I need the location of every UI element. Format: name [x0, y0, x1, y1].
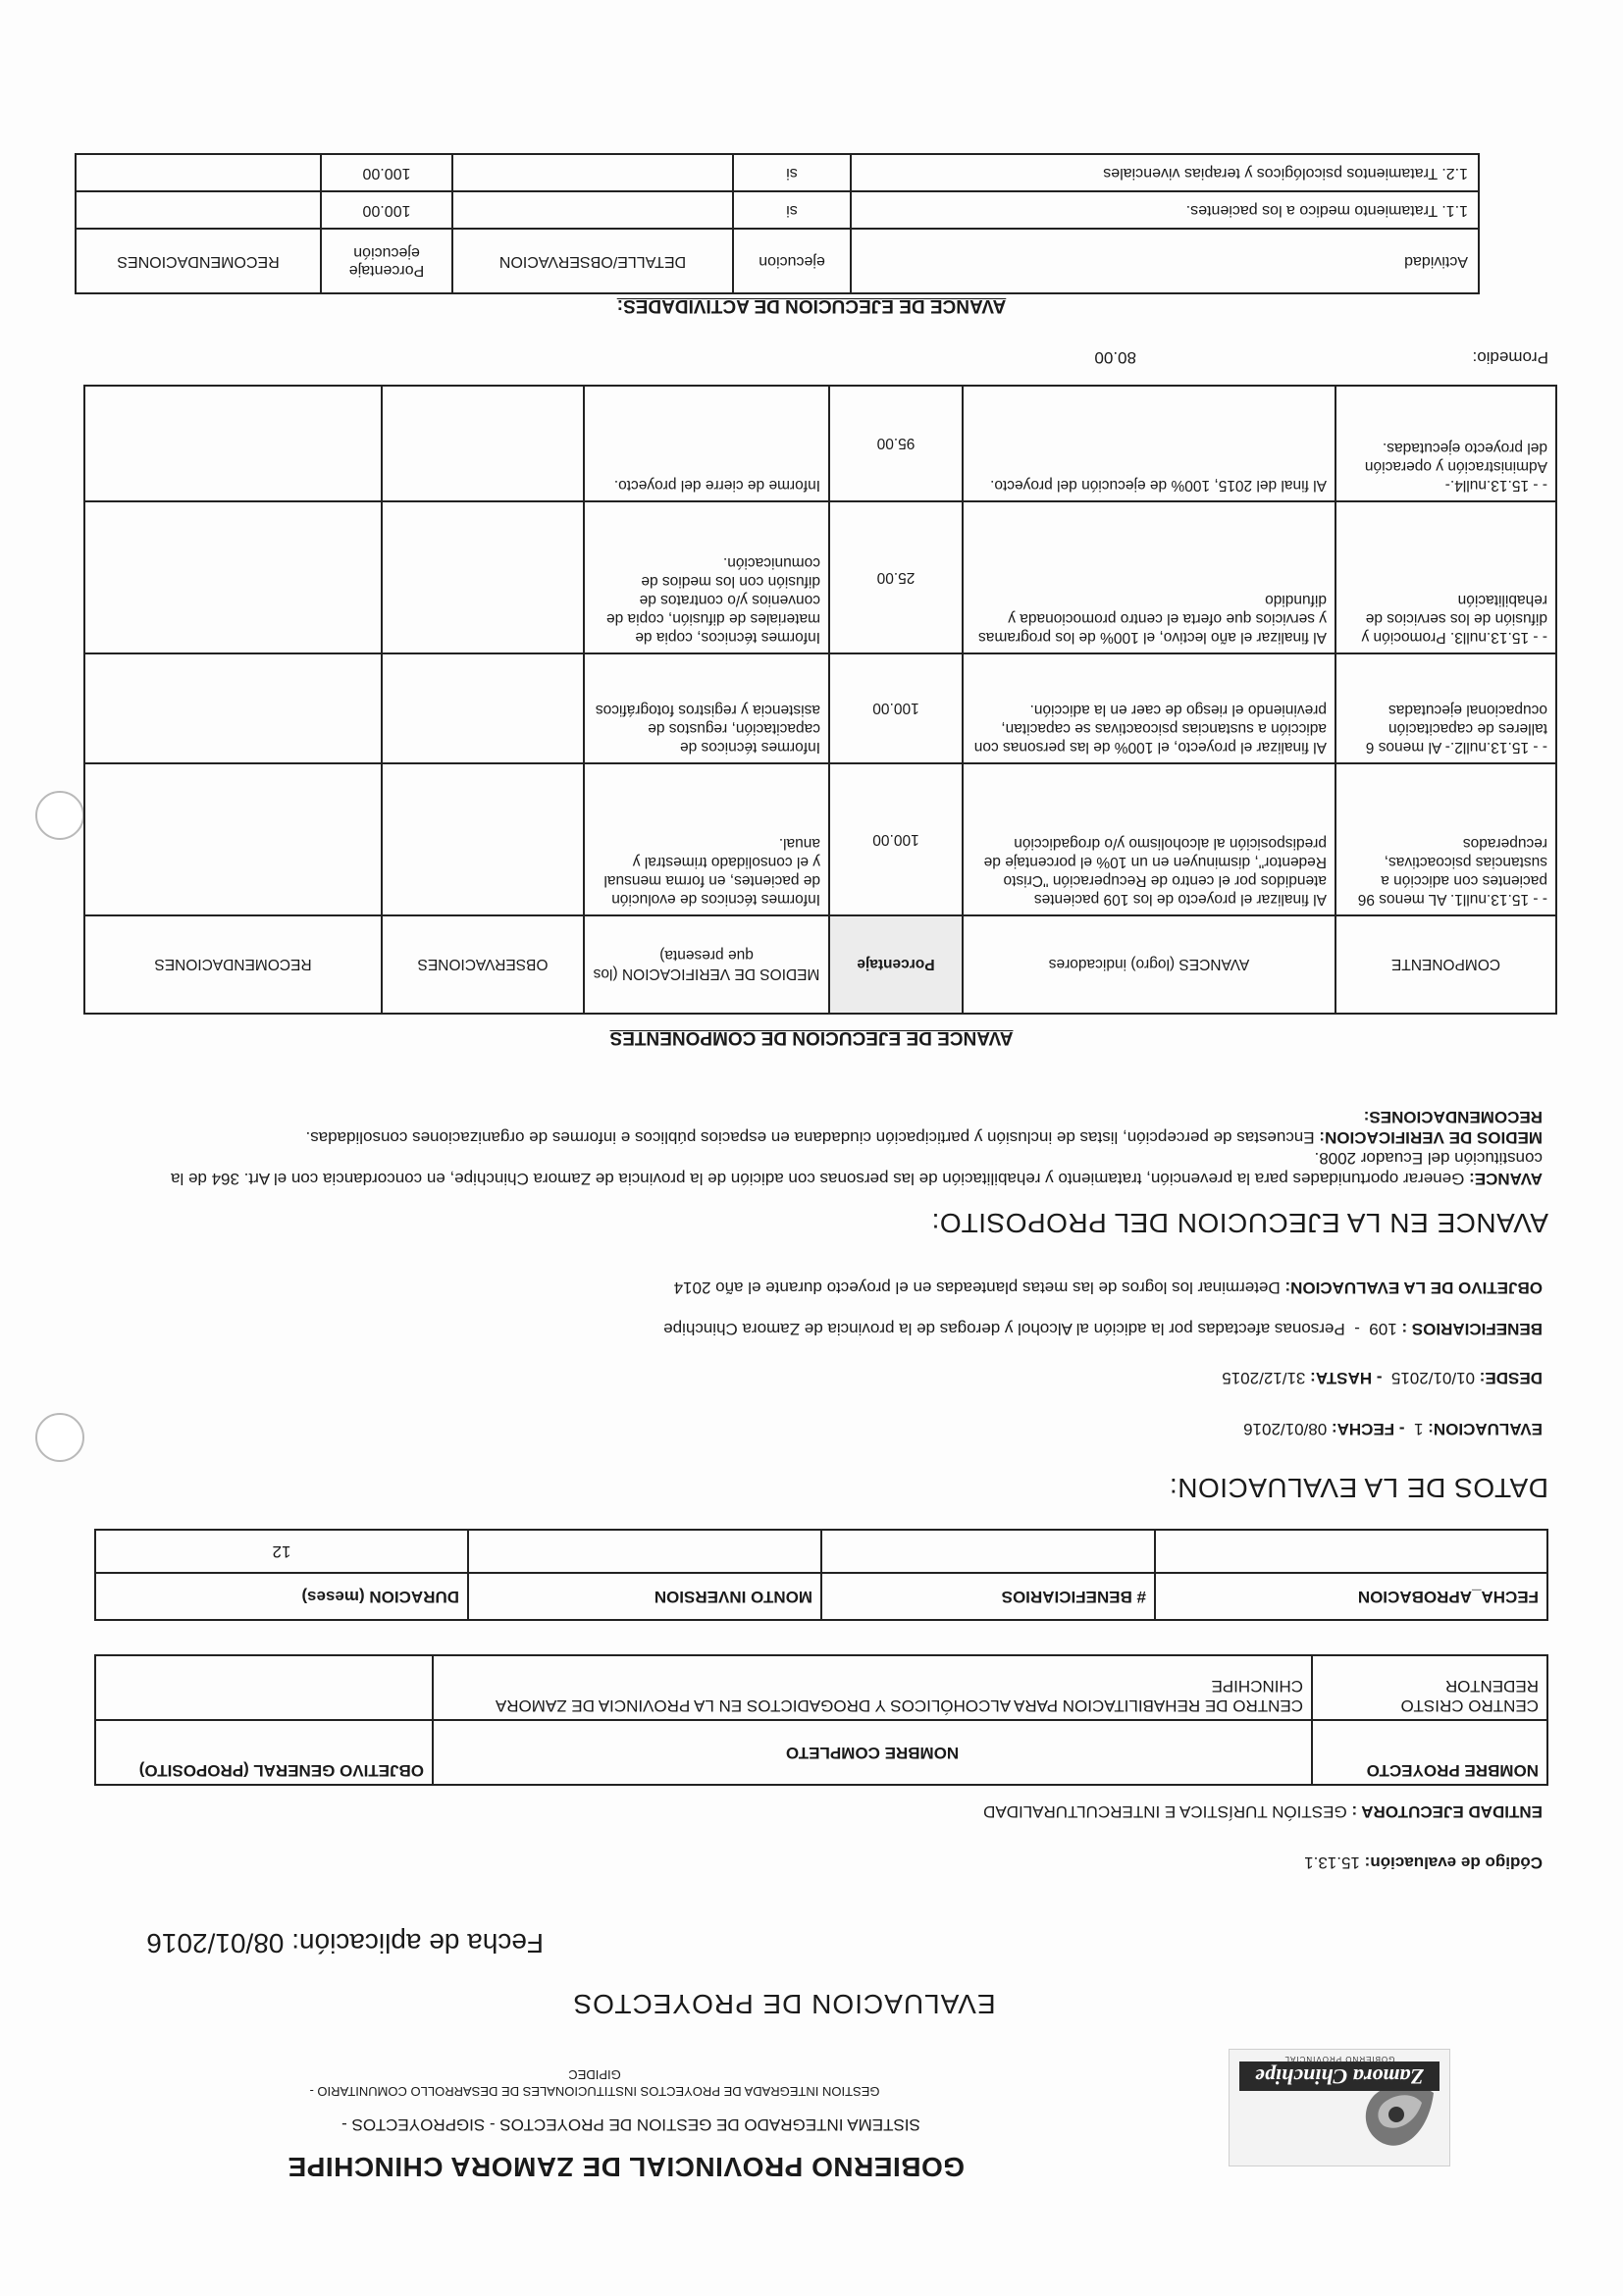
objetivo-evaluacion-label: OBJETIVO DE LA EVALUACION: — [1284, 1278, 1543, 1297]
fecha-aplicacion — [82, 1927, 544, 1958]
datos-title: DATOS DE LA EVALUACION: — [1169, 1473, 1548, 1503]
row2-avance: Al finalizar el proyecto, el 100% de las personas con adicción a sustancias psicoactivas se capacitan, previniendo el riesgo de caer en la adicción. — [963, 653, 1335, 763]
gestion-line-1: GESTION INTEGRADA DE PROYECTOS INSTITUCIONALES DE DESARROLLO COMUNITARIO - — [309, 2084, 880, 2099]
actividades-table — [75, 153, 1480, 294]
col-actividad: Actividad — [851, 229, 1479, 293]
row1-avance: Al finalizar el proyecto de los 109 pacientes atendidos por el centro de Recuperación "Cristo Redentor", disminuyen en un 10% el porcentaje de predisposición al alcoholismo y/o drogadicción — [963, 763, 1335, 915]
promedio-label: Promedio: — [1472, 348, 1548, 367]
act2-ejecucion: si — [733, 154, 851, 191]
row4-observaciones — [382, 386, 584, 501]
avance-text: Generar oportunidades para la prevención, tratamiento y rehabilitación de las personas con adición de la provincia de Zamora Chinchipe, en concordancia con el Art. 364 de la constitución del Ecuador 2008. — [171, 1149, 1543, 1188]
col-recomendaciones: RECOMENDACIONES — [84, 915, 382, 1014]
row3-porcentaje: 25.00 — [829, 501, 963, 653]
row1-observaciones — [382, 763, 584, 915]
proposito-body — [90, 1107, 1543, 1189]
objetivo-evaluacion-text: Determinar los logros de las metas planteadas en el proyecto durante el año 2014 — [673, 1278, 1281, 1297]
row3-componente: - - 15.13.null3. Promoción y difusión de los servicios de rehabilitación — [1335, 501, 1556, 653]
act2-porcentaje: 100.00 — [321, 154, 452, 191]
promedio — [371, 347, 1548, 367]
table-row — [84, 386, 1556, 501]
desde-label: DESDE: — [1479, 1369, 1543, 1387]
summary-fecha — [1155, 1530, 1547, 1573]
componentes-header-row — [84, 915, 1556, 1014]
periodo-line: DESDE: 01/01/2015 - HASTA: 31/12/2015 — [1222, 1369, 1543, 1387]
project-table — [94, 1654, 1548, 1786]
entidad-label: ENTIDAD EJECUTORA : — [1351, 1802, 1543, 1821]
avance-paragraph — [90, 1148, 1543, 1189]
act1-detalle — [452, 191, 733, 229]
row4-recomendaciones — [84, 386, 382, 501]
row4-porcentaje: 95.00 — [829, 386, 963, 501]
codigo-value: 15.13.1 — [1304, 1853, 1360, 1872]
medios-paragraph — [90, 1127, 1543, 1148]
table-row — [76, 191, 1479, 229]
proposito-title: AVANCE EN LA EJECUCION DEL PROPOSITO: — [931, 1208, 1548, 1238]
hasta-value: 31/12/2015 — [1222, 1369, 1306, 1387]
summary-beneficiarios — [821, 1530, 1155, 1573]
summary-duracion: 12 — [95, 1530, 468, 1573]
act1-ejecucion: si — [733, 191, 851, 229]
evaluacion-label: EVALUACION: — [1428, 1420, 1543, 1438]
col-componente: COMPONENTE — [1335, 915, 1556, 1014]
col-fecha-aprobacion: FECHA_APROBACION — [1155, 1573, 1547, 1620]
col-ejecucion: ejecucion — [733, 229, 851, 293]
actividades-title: AVANCE DE EJECUCION DE ACTIVIDADES: — [616, 295, 1007, 316]
fecha-aplicacion-label: Fecha de aplicación: — [291, 1928, 544, 1958]
row2-componente: - - 15.13.null2.- Al menos 6 talleres de capacitación ocupacional ejecutadas — [1335, 653, 1556, 763]
col-nombre-proyecto: NOMBRE PROYECTO — [1312, 1720, 1547, 1785]
col-porcentaje-ejecucion: Porcentaje ejecución — [321, 229, 452, 293]
beneficiarios-label: BENEFICIARIOS : — [1401, 1320, 1543, 1338]
punch-hole-top — [35, 1413, 84, 1462]
entidad-value: GESTIÓN TURÍSTICA E INTERCULTURALIDAD — [983, 1802, 1347, 1821]
col-porcentaje: Porcentaje — [829, 915, 963, 1014]
logo-banner: Zamora Chinchipe — [1239, 2061, 1440, 2091]
project-header-row — [95, 1720, 1547, 1785]
row1-medios: Informes técnicos de evolución de pacientes, en forma mensual y el consolidado trimestral y anual. — [584, 763, 829, 915]
medios-label: MEDIOS DE VERIFICACION: — [1319, 1128, 1543, 1147]
col-medios: MEDIOS DE VERIFICACION (los que presenta) — [584, 915, 829, 1014]
desde-value: 01/01/2015 — [1390, 1369, 1476, 1387]
row1-componente: - - 15.13.null1. AL menos 96 pacientes con adicción a sustancias psicoactivas, recuperados — [1335, 763, 1556, 915]
row2-observaciones — [382, 653, 584, 763]
beneficiarios-text: Personas afectadas por la adición al Alcohol y derogas de la provincia de Zamora Chinchipe — [663, 1320, 1345, 1338]
summary-header-row — [95, 1573, 1547, 1620]
punch-hole-bottom — [35, 791, 84, 840]
act2-detalle — [452, 154, 733, 191]
page-title: EVALUACION DE PROYECTOS — [572, 1989, 996, 2019]
col-duracion: DURACION (meses) — [95, 1573, 468, 1620]
row4-avance: Al final del 2015, 100% de ejecución del proyecto. — [963, 386, 1335, 501]
row2-porcentaje: 100.00 — [829, 653, 963, 763]
project-data-row — [95, 1655, 1547, 1720]
act1-actividad: 1.1. Tratamiento medico a los pacientes. — [851, 191, 1479, 229]
col-observaciones: OBSERVACIONES — [382, 915, 584, 1014]
act1-porcentaje: 100.00 — [321, 191, 452, 229]
evaluacion-fecha: 08/01/2016 — [1243, 1420, 1328, 1438]
codigo-evaluacion — [1304, 1852, 1543, 1872]
logo-subtext: GOBIERNO PROVINCIAL — [1283, 2055, 1395, 2063]
componentes-title: AVANCE DE EJECUCION DE COMPONENTES — [609, 1027, 1014, 1048]
act2-recomendaciones — [76, 154, 321, 191]
hasta-label: HASTA: — [1310, 1369, 1373, 1387]
promedio-value: 80.00 — [1094, 348, 1136, 367]
row4-componente: - - 15.13.null4.- Administración y operación del proyecto ejecutadas. — [1335, 386, 1556, 501]
gestion-subtitle — [96, 2066, 1093, 2100]
col-monto-inversion: MONTO INVERSION — [468, 1573, 821, 1620]
summary-data-row — [95, 1530, 1547, 1573]
row2-medios: Informes técnicos de capacitación, regustos de asistencia y registros fotográficos — [584, 653, 829, 763]
project-objetivo — [95, 1655, 433, 1720]
row3-medios: Informes técnicos, copia de materiales de difusión, copia de convenios y/o contratos de difusión con los medios de comunicación. — [584, 501, 829, 653]
table-row — [84, 653, 1556, 763]
medios-text: Encuestas de percepción, listas de inclusión y participación ciudadana en espacios públicos e informes de organizaciones consolidadas. — [305, 1128, 1315, 1147]
table-row — [84, 763, 1556, 915]
recomendaciones-paragraph — [90, 1107, 1543, 1127]
project-nombre-completo: CENTRO DE REHABILITACION PARA ALCOHÓLICOS Y DROGADICTOS EN LA PROVINCIA DE ZAMORA CHINCHIPE — [433, 1655, 1312, 1720]
org-title: GOBIERNO PROVINCIAL DE ZAMORA CHINCHIPE — [288, 2152, 965, 2182]
col-act-recomendaciones: RECOMENDACIONES — [76, 229, 321, 293]
row4-medios: Informe de cierre del proyecto. — [584, 386, 829, 501]
project-summary-table — [94, 1529, 1548, 1621]
row3-avance: Al finalizar el año lectivo, el 100% de los programas y servicios que oferta el centro promocionada y difundido — [963, 501, 1335, 653]
objetivo-evaluacion-line — [674, 1278, 1543, 1297]
fecha-aplicacion-value: 08/01/2016 — [146, 1928, 285, 1958]
gestion-line-2: GIPIDEC — [568, 2067, 621, 2082]
col-beneficiarios: # BENEFICIARIOS — [821, 1573, 1155, 1620]
beneficiarios-num: 109 — [1369, 1320, 1397, 1338]
col-objetivo-general: OBJETIVO GENERAL (PROPOSITO) — [95, 1720, 433, 1785]
project-nombre: CENTRO CRISTO REDENTOR — [1312, 1655, 1547, 1720]
row1-porcentaje: 100.00 — [829, 763, 963, 915]
row2-recomendaciones — [84, 653, 382, 763]
col-nombre-completo: NOMBRE COMPLETO — [433, 1720, 1312, 1785]
row3-recomendaciones — [84, 501, 382, 653]
row1-recomendaciones — [84, 763, 382, 915]
beneficiarios-line: BENEFICIARIOS : 109 - Personas afectadas por la adición al Alcohol y derogas de la provincia de Zamora Chinchipe — [663, 1320, 1543, 1338]
col-avances: AVANCES (logro) indicadores — [963, 915, 1335, 1014]
act1-recomendaciones — [76, 191, 321, 229]
avance-label: AVANCE: — [1469, 1170, 1543, 1188]
codigo-label: Código de evaluación: — [1364, 1853, 1543, 1872]
system-name: SISTEMA INTEGRADO DE GESTION DE PROYECTOS - SIGPROYECTOS - — [341, 2115, 920, 2134]
componentes-table — [83, 385, 1557, 1015]
actividades-header-row — [76, 229, 1479, 293]
entidad-ejecutora — [983, 1801, 1543, 1821]
evaluacion-line: EVALUACION: 1 - FECHA: 08/01/2016 — [1243, 1420, 1543, 1438]
summary-monto — [468, 1530, 821, 1573]
table-row — [84, 501, 1556, 653]
evaluacion-num: 1 — [1414, 1420, 1424, 1438]
evaluacion-fecha-label: FECHA: — [1331, 1420, 1395, 1438]
recomendaciones-label: RECOMENDACIONES: — [1363, 1108, 1543, 1126]
table-row — [76, 154, 1479, 191]
col-detalle: DETALLE/OBSERVACION — [452, 229, 733, 293]
act2-actividad: 1.2. Tratamientos psicológicos y terapias vivenciales — [851, 154, 1479, 191]
row3-observaciones — [382, 501, 584, 653]
provincial-logo — [1229, 2049, 1450, 2166]
